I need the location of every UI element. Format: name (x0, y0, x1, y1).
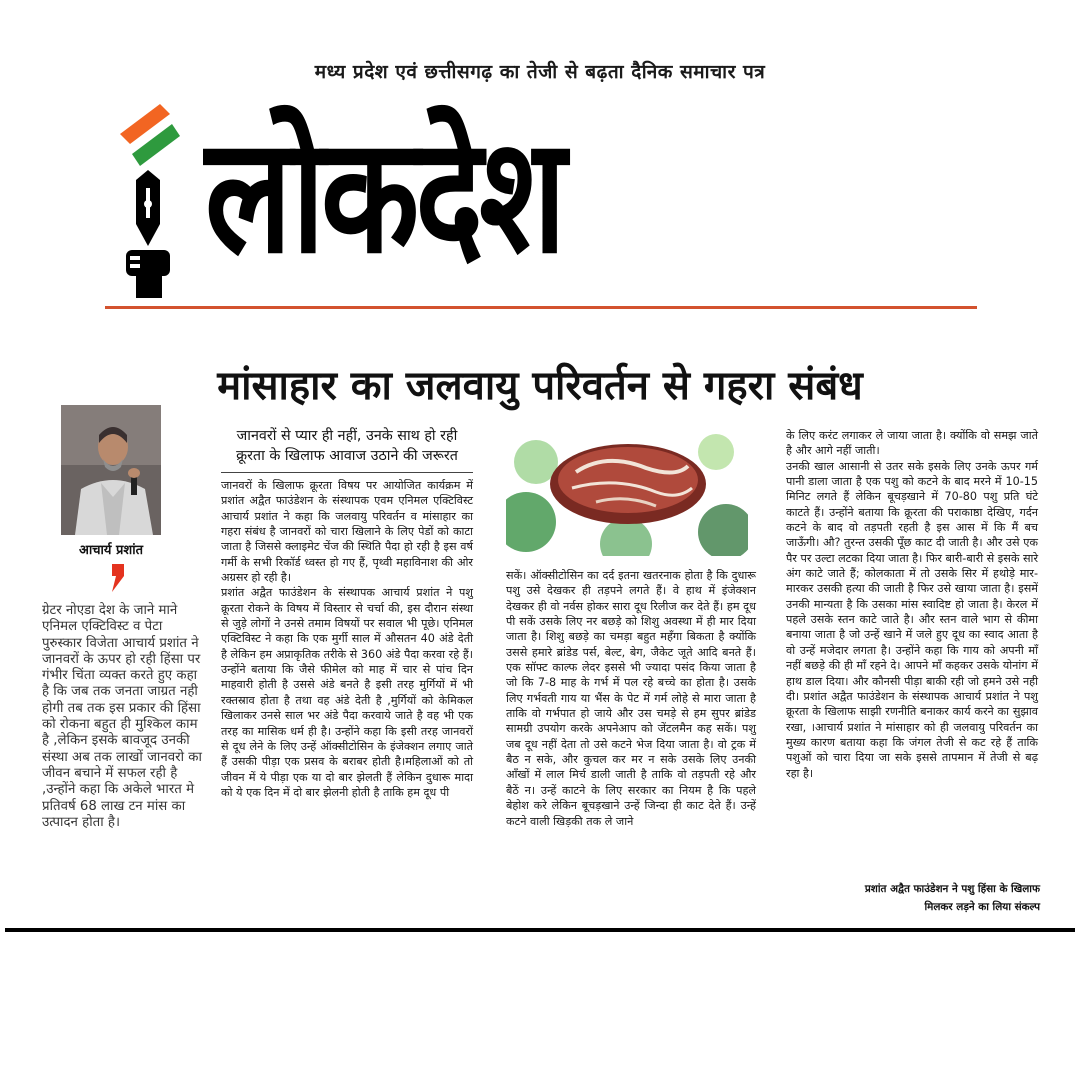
quote-mark-icon (108, 562, 128, 594)
article-caption (800, 880, 1040, 916)
article-column-1 (221, 478, 473, 800)
photo-caption: आचार्य प्रशांत (79, 543, 143, 558)
article-column-3 (786, 428, 1038, 781)
sidebar-quote-text: ग्रेटर नोएडा देश के जाने माने एनिमल एक्टिविस्ट व पेटा पुरुस्कार विजेता आचार्य प्रशांत ने जानवरों के ऊपर हो रही हिंसा पर गंभीर चिंता व्यक्त करते हुए कहा है कि जब तक जनता जाग्रत नही होगी तब तक इस प्रकार की हिंसा को रोकना बहुत ही मुश्किल काम है ,लेकिन इसके बावजूद उनकी संस्था अब तक लाखों जानवरो का जीवन बचाने में सफल रही है ,उन्होंने कहा कि अकेले भारत मे प्रतिवर्ष 68 लाख टन मांस का उत्पादन होता है। (42, 603, 202, 830)
bottom-divider (5, 928, 1075, 932)
subhead-line-2: क्रूरता के खिलाफ आवाज उठाने की जरूरत (236, 448, 458, 464)
caption-line-2: मिलकर लड़ने का लिया संकल्प (924, 901, 1040, 913)
col2-paragraph: सकें। ऑक्सीटोसिन का दर्द इतना खतरनाक होता है कि दुधारू पशु उसे देखकर ही तड़पने लगते हैं। वे हाथ में इंजेक्शन देखकर ही वो नर्वस होकर सारा दूध रिलीज कर देते हैं। हम दूध पी सकें उसके लिए नर बछड़े को शिशु अवस्था में ही मार दिया जाता है। शिशु बछड़े का चमड़ा बहुत महँगा बिकता है क्योंकि उससे हमारे ब्रांडेड पर्स, बेल्ट, बेग, जैकेट जूते आदि बनते हैं। एक सॉफ्ट काल्फ लेदर इससे भी ज्यादा पसंद किया जाता है जो कि 7-8 माह के गर्भ में पल रहे बच्चे का होता है। उसके लिए गर्भवती गाय या भैंस के पेट में गर्म लोहे से मारा जाता है ताकि वो गर्भपात हो जाये और उस चमड़े से हम सुपर ब्रांडेड सामग्री उपयोग करके अपनेआप को जेंटलमैन कह सकें। पशु जब दूध नहीं देता तो उसे कटने भेज दिया जाता है। वो ट्रक में बैठ न सके, और कुचल कर मर न सके उसके लिए उनकी आँखों में लाल मिर्च डाली जाती है ताकि वो तड़पती रहे और बैठें न। उन्हें काटने के लिए सरकार का नियम है कि पहले बेहोश करे लेकिन बूचड़खाने उन्हें जिन्दा ही काट देते हैं। उन्हें कटने वाली खिड़की तक ले जाने (506, 569, 756, 828)
speaker-portrait-photo (61, 405, 161, 535)
col3-paragraph: के लिए करंट लगाकर ले जाया जाता है। क्योंकि वो समझ जाते है और आगे नहीं जाती। (786, 429, 1038, 458)
header-divider (105, 306, 977, 309)
raw-meat-illustration (506, 422, 748, 556)
masthead-title: लोकदेश (205, 103, 563, 290)
caption-line-1: प्रशांत अद्वैत फाउंडेशन ने पशु हिंसा के खिलाफ (864, 883, 1040, 895)
tricolor-pen-fist-icon (112, 96, 184, 301)
newspaper-tagline: मध्य प्रदेश एवं छत्तीसगढ़ का तेजी से बढ़ता दैनिक समाचार पत्र (314, 61, 766, 83)
article-headline: मांसाहार का जलवायु परिवर्तन से गहरा संबंध (217, 363, 863, 409)
subhead-line-1: जानवरों से प्यार ही नहीं, उनके साथ हो रही (236, 428, 458, 444)
col1-paragraph: जानवरों के खिलाफ क्रूरता विषय पर आयोजित कार्यक्रम में प्रशांत अद्वैत फाउंडेशन के संस्थापक एवम एनिमल एक्टिविस्ट आचार्य प्रशांत ने कहा कि जलवायु परिवर्तन व मांसाहार का गहरा संबंध है जानवरों को चारा खिलाने के लिए पेडों को काटा जाता है जिससे क्लाइमेट चेंज की स्थिति पैदा हो रही है इस वर्ष गर्मी के सभी रिकॉर्ड ध्वस्त हो गए हैं, पृथ्वी महाविनाश की ओर अग्रसर हो रही है। (221, 479, 473, 585)
subhead-underline (221, 472, 473, 473)
col3-paragraph: उनकी खाल आसानी से उतर सके इसके लिए उनके ऊपर गर्म पानी डाला जाता है एक पशु को कटने के बाद मरने में 10-15 मिनिट लगते हैं लेकिन बूचड़खाने में 70-80 पशु प्रति घंटे काटते हैं। उन्होंने बताया कि क्रूरता की पराकाष्ठा देखिए, गर्दन कटने के बाद वो तड़पती रहती है इस आस में कि मैं बच जाऊँगी। औ? तुरन्त उसकी पूँछ काट दी जाती है। और उसे एक पैर पर उल्टा लटका दिया जाता है। फिर बारी-बारी से इसके सारे अंग काटे जाते हैं; कोलकाता में तो उसके सिर में हथोड़े मार-मारकर उसकी हत्या की जाती है फिर उसे खाया जाता है। इसमें उनकी मान्यता है कि उसका मांस स्वादिष्ट हो जाता है। केरल में पहले उसके स्तन काटे जाते है। और स्तन वाले भाग से कीमा बनाया जाता है जो उन्हें खाने में जले हुए दूध का स्वाद आता है वो उन्हें मजेदार लगता है। उन्होंने कहा कि गाय को अपनी माँ नहीं बछड़े की ही माँ रहने दे। आपने माँ कहकर उसके योनांग में हाथ डाल दिया। और कौनसी पीड़ा बाकी रही जो हमने उसे नही दी। प्रशांत अद्वैत फाउंडेशन के संस्थापक आचार्य प्रशांत ने पशु क्रूरता के खिलाफ साझी रणनीति बनाकर कार्य करने का सुझाव रखा, ।आचार्य प्रशांत ने मांसाहार को ही जलवायु परिवर्तन का मुख्य कारण बताया कहा कि जंगल तेजी से कट रहे हैं ताकि पशुओं को चारा दिया जा सके इससे तापमान में तेजी से बढ़ रहा है। (786, 459, 1039, 780)
article-column-2 (506, 568, 756, 829)
col1-paragraph: प्रशांत अद्वैत फाउंडेशन के संस्थापक आचार्य प्रशांत ने पशु क्रूरता रोकने के विषय में विस्तार से चर्चा की, इस दौरान संस्था से जुड़े लोगों ने उनसे तमाम विषयों पर सवाल भी पूछे। एनिमल एक्टिविस्ट ने कहा कि एक मुर्गी साल में औसतन 40 अंडे देती है लेकिन हम अप्राकृतिक तरीके से 360 अंडे पैदा करवा रहे हैं। उन्होंने बताया कि जैसे फीमेल को माह में चार से पांच दिन माहवारी होती है उससे अंडे बनते है इसी तरह मुर्गियों में भी रक्तस्राव होता है तथा वह अंडे देती है ,मुर्गियों को केमिकल खिलाकर उनसे साल भर अंडे पैदा करवाये जाते है वह भी एक तरह का मासिक धर्म ही है। उन्होंने कहा कि इसी तरह जानवरों से दूध लेने के लिए उन्हें ऑक्सीटोसिन के इंजेक्शन लगाए जाते हैं उसकी पीड़ा एक प्रसव के बराबर होती है।महिलाओं को तो जीवन में ये पीड़ा एक या दो बार झेलती हैं लेकिन दुधारू मादा को ये एक दिन में दो बार झेलनी होती है ताकि हम दूध पी (221, 586, 473, 799)
article-subhead (221, 426, 473, 466)
